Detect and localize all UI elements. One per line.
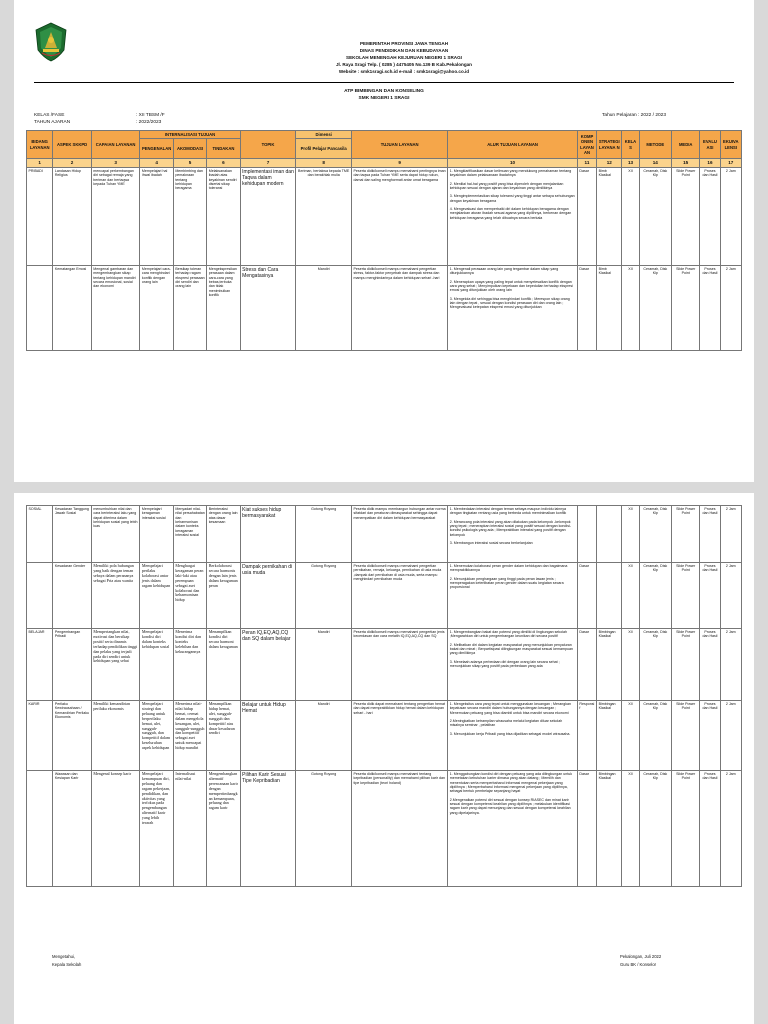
cell-ekuivalensi: 2 Jam — [720, 506, 741, 563]
cell-profil: Mandiri — [296, 629, 352, 701]
cell-alur — [448, 701, 578, 771]
col-number: 4 — [140, 159, 173, 168]
alur-step: 1. Mengeksitus cara yang tepat untuk menggunakan keuangan ; Merangkan kepatusan secara mandiri dalam hubungannya dengan keuangan ; Menemukan peluang yang bisa diambil untuk bisa mandiri secara ekonomi — [449, 702, 571, 715]
cell-topik: Peran IQ,EQ,AQ,CQ dan SQ dalam belajar — [240, 629, 296, 701]
alur-step: 2.Mengenalkan potensi diri sesuai dengan konsep RIASEC dan minat karir sesuai dengan kompetensi keahlian yang dipilihnya ; melakukan identifikasi ragam karir yang dapat menunjang dan sesuai dengan kompetensi keahlian yang dipelajarinya. — [449, 797, 571, 815]
cell-alur — [448, 771, 578, 887]
cell-aspek: Landasan Hidup Religius — [53, 168, 91, 266]
th-ekuivalensi: EKUIVA LENSI — [720, 131, 741, 159]
table-row — [27, 506, 742, 563]
cell-topik: Pilihan Karir Sesuai Tipe Kepribadian — [240, 771, 296, 887]
table-row — [27, 168, 742, 266]
cell-evaluasi: Proses dan Hasil — [700, 629, 720, 701]
th-kelas: KELAS — [622, 131, 639, 159]
cell-strategi — [597, 563, 622, 629]
mengetahui-label: Mengetahui, — [52, 954, 76, 959]
kop-line-5: Website : smk1sragi.sch.id e-mail : smk1sragi@yahoo.co.id — [338, 69, 470, 75]
cell-tindakan: Menampilkan hidup hemat, ulet, sungguh-sungguh dan kompetitif atas dasar kesadaran sendiri — [207, 701, 240, 771]
cell-profil: Gotong Royong — [296, 563, 352, 629]
cell-ekuivalensi: 2 Jam — [720, 701, 741, 771]
cell-strategi: Bimbingan Klasikal — [597, 701, 622, 771]
cell-kelas: XII — [622, 563, 639, 629]
cell-komponen: Dasar — [577, 563, 596, 629]
cell-aspek: Wawasan dan Kesiapan Karir — [53, 771, 91, 887]
cell-tujuan: Peserta didik/konseli mampu memahami tentang kepribadian (personality) dan memahami pilihan karir dan tipe kepribadian (teori holand) — [352, 771, 448, 887]
col-number: 10 — [448, 159, 578, 168]
cell-metode: Ceramah, Disk Klp — [639, 266, 671, 351]
cell-profil: Gotong Royong — [296, 506, 352, 563]
cell-akomodasi: Membimbing dan pemaknaan tentang kehidupan beragama — [173, 168, 206, 266]
kop-line-4: Jl. Raya Sragi Telp. ( 0285 ) 4475405 No.139 B Kab.Pekalongan — [335, 62, 472, 68]
alur-step: 2. Menunjukkan penghargaan yang tinggi pada peran lawan jenis ; memperagakan keterlibatan peran gender dalam suatu kegiatan secara proporsional — [449, 576, 564, 590]
cell-capaian: Memiliki kemandirian perilaku ekonomis — [91, 701, 140, 771]
cell-topik: Kiat sukses hidup bermasyarakat — [240, 506, 296, 563]
col-number: 11 — [577, 159, 596, 168]
cell-tindakan: Berinteraksi dengan orang lain atas dasar kesamaan — [207, 506, 240, 563]
cell-alur — [448, 563, 578, 629]
th-komponen: KOMP ONEN LAYAN AN — [577, 131, 596, 159]
page-2 — [14, 493, 754, 1024]
konselor-label: Guru BK / Konselor — [620, 961, 657, 967]
th-tujuan: TUJUAN LAYANAN — [352, 131, 448, 159]
alur-step: 1. Mengenali perasaan orang lain yang tergambar dalam sikap yang ditunjukkannya — [449, 267, 559, 276]
kop-line-2: DINAS PENDIDIKAN DAN KEBUDAYAAN — [359, 48, 449, 54]
cell-profil: Beriman, bertakwa kepada TME dan berakhlak mulia — [296, 168, 352, 266]
alur-step: 2. Merancang pola interaksi yang akan dilakukan pada kelompok -kelompok yang tepat ; menerapkan interaksi sosial yang positif sesuai dengan kondisi-kondisi psikologis yang ada ; Mempraktikan interaksi yang positif dengan kelompok — [449, 519, 571, 537]
cell-metode: Ceramah, Disk Klp — [639, 771, 671, 887]
col-number: 12 — [597, 159, 622, 168]
cell-komponen — [577, 506, 596, 563]
cell-media: Slide Power Point — [672, 771, 700, 887]
cell-aspek: Kesadaran Gender — [53, 563, 91, 629]
cell-kelas: XII — [622, 506, 639, 563]
cell-capaian: mencapai perkembangan diri sebagai remaja yang beriman dan bertaqwa kepada Tuhan YME — [91, 168, 140, 266]
col-number: 5 — [173, 159, 206, 168]
cell-capaian: Mengenal konsep karir — [91, 771, 140, 887]
col-number: 16 — [700, 159, 720, 168]
cell-aspek: Kesadaran Tanggung Jawab Sosial — [53, 506, 91, 563]
tahun-value: : 2022/2023 — [136, 120, 162, 125]
th-topik: TOPIK — [240, 131, 296, 159]
cell-akomodasi: Menyadari nilai-nilai persahabatan dan keharmonisan dalam konteks keragaman interaksi sosial — [173, 506, 206, 563]
th-bidang: BIDANG LAYANAN — [27, 131, 53, 159]
cell-strategi: Bimb Klasikal — [597, 266, 622, 351]
cell-pengenalan: Mempelajari keragaman interaksi sosial — [140, 506, 173, 563]
cell-metode: Ceramah, Disk Klp — [639, 506, 671, 563]
table-row — [27, 266, 742, 351]
cell-komponen: Dasar — [577, 771, 596, 887]
alur-step: 3. Mengimplementasikan sikap toleransi yang tinggi antar sebaya sehubungan dengan keyakinan beragama — [449, 194, 575, 203]
cell-ekuivalensi: 2 Jam — [720, 168, 741, 266]
cell-alur — [448, 506, 578, 563]
page-gap — [0, 482, 768, 493]
col-number: 13 — [622, 159, 639, 168]
cell-metode: Ceramah, Disk Klp — [639, 168, 671, 266]
th-capaian: CAPAIAN LAYANAN — [91, 131, 140, 159]
tahun-pelajaran: Tahun Pelajaran : 2022 / 2023 — [602, 113, 667, 118]
cell-evaluasi: Proses dan Hasil — [700, 168, 720, 266]
cell-akomodasi: Menerima kondisi diri dan konteks kelebihan dan kekurangannya — [173, 629, 206, 701]
table-row — [27, 629, 742, 701]
cell-alur — [448, 168, 578, 266]
cell-bidang: KARIR — [27, 701, 53, 771]
cell-alur — [448, 266, 578, 351]
cell-profil: Gotong Royong — [296, 771, 352, 887]
th-internalisasi: INTERNALISASI TUJUAN — [140, 131, 240, 139]
alur-step: 2. Melibatkan diri dalam kegiatan masyarakat yang menunjukkan penyaluran bakat dan minat ; Berpartisipasi dilingkungan masyarakat sesuai kemampuan yang dimilikinya — [449, 642, 573, 656]
alur-step: 3. Menelaah adanya perbedaan diri dengan orang lain secara sehat ; menunjukkan sikap yang positif pada perbedaan yang ada — [449, 659, 560, 668]
col-number: 3 — [91, 159, 140, 168]
letterhead — [14, 16, 754, 86]
col-number: 2 — [53, 159, 91, 168]
cell-topik: Dampak pernikahan di usia muda — [240, 563, 296, 629]
alur-step: 3. Mengelola diri sehingga bisa menghindari konflik ; Merespon sikap orang lain dengan tepat , sesuai dengan kondisi perasaan diri dan orang lain ; Mengevaluasi ketepatan ekspresi emosi yang ditunjukkan — [449, 296, 570, 310]
cell-topik: Implementasi iman dan Taqwa dalam kehidupan modern — [240, 168, 296, 266]
cell-komponen: Dasar — [577, 168, 596, 266]
cell-media: Slide Power Point — [672, 629, 700, 701]
cell-capaian: Mengenal gambaran dan mengembangkan sikap tentang kehidupan mandiri secara emosional, sosial dan ekonomi — [91, 266, 140, 351]
alur-step: 2.Meningkatkan ketrampilan wirausaha melalui kegiatan diluar sekolah misalnya seminar , pelatihan — [449, 718, 563, 728]
cell-tujuan: Peserta didik/konseli mampu memahami pengertian jenis kecerdasan dan cara melatih IQ,EQ,AQ,CQ dan SQ — [352, 629, 448, 701]
th-aspek: ASPEK SKKPD — [53, 131, 91, 159]
cell-kelas: XII — [622, 701, 639, 771]
cell-akomodasi: Internalisasi nilai-nilai — [173, 771, 206, 887]
cell-tindakan: Melaksanakan ibadah atas keyakinan sendiri disertai sikap toleransi — [207, 168, 240, 266]
cell-komponen: Responsif — [577, 701, 596, 771]
cell-bidang — [27, 771, 53, 887]
cell-pengenalan: Mempelajari hal ihwal ibadah — [140, 168, 173, 266]
col-number: 15 — [672, 159, 700, 168]
col-number: 6 — [207, 159, 240, 168]
cell-pengenalan: Mempelajari cara-cara menghindari konflik dengan orang lain — [140, 266, 173, 351]
cell-kelas: XII — [622, 771, 639, 887]
cell-media: Slide Power Point — [672, 563, 700, 629]
alur-step: 1. Menggabungkan kondisi diri dengan peluang yang ada dilingkungan untuk memetakan kebutuhan karier dimasa yang akan datang ; Memilih dan menentukan serta memperbaharui informasi mengenai pekerjaan yang dipilihnya ; Memperbaharui informasi mengenai pekerjaan yang dipilihnya, sebagai bentuk pembelajar sepanjang hayat — [449, 772, 573, 794]
cell-akomodasi: Menghargai keragaman peran laki-laki atau perempuan sebagai aset kolaborasi dan keharmonisan hidup — [173, 563, 206, 629]
col-number: 14 — [639, 159, 671, 168]
cell-metode: Ceramah, Disk Klp — [639, 629, 671, 701]
alur-step: 1. Menemukan kolaborasi peran gender dalam kehidupan dan bagaimana mempraktikkannya — [449, 564, 568, 573]
cell-media: Slide Power Point — [672, 701, 700, 771]
cell-evaluasi: Proses dan Hasil — [700, 701, 720, 771]
cell-kelas: XII — [622, 168, 639, 266]
cell-kelas: XII — [622, 266, 639, 351]
cell-aspek: Perilaku Kewirausahaan / Kemandirian Perilaku Ekonomis — [53, 701, 91, 771]
col-number: 8 — [296, 159, 352, 168]
alur-step: 3. Menunjukkan kerja Pribadi yang bisa dijadikan sebagai model wirausaha. — [449, 731, 571, 736]
cell-tujuan: Peserta didik/konseli mampu memahami pentingnya iman dan taqwa pada Tuhan YME serta dapat hidup rukun, damai dan saling menghormati antar umat beragama — [352, 168, 448, 266]
kepala-sekolah-label: Kepala Sekolah — [52, 961, 82, 967]
col-number: 9 — [352, 159, 448, 168]
table-row — [27, 563, 742, 629]
alur-step: 1. Mengklarifikasikan dasar keilmuan yang mendukung pemahaman tentang keyakinan dalam pelaksanaan ibadahnya — [449, 169, 572, 178]
th-tindakan: TINDAKAN — [207, 139, 240, 159]
cell-media: Slide Power Point — [672, 506, 700, 563]
th-strategi: STRATEGI LAYANA N — [597, 131, 622, 159]
alur-step: 3. Membangun interaksi sosial secara berkelanjutan — [449, 540, 533, 545]
cell-capaian: menumbuhkan nilai dan cara berinteraksi laku yang dapat diterima dalam kehidupan sosial yang lebih luas — [91, 506, 140, 563]
cell-topik: Stress dan Cara Mengatasinya — [240, 266, 296, 351]
cell-ekuivalensi: 2 Jam — [720, 771, 741, 887]
place-date: Pekalongan, Juli 2022 — [620, 954, 662, 959]
table-row — [27, 771, 742, 887]
cell-pengenalan: Mempelajari kondisi diri dalam konteks kehidupan sosial — [140, 629, 173, 701]
cell-evaluasi: Proses dan Hasil — [700, 266, 720, 351]
cell-capaian: Mempertangkan nilai, motivasi dan bersikap positif serta dinamis terhadap pendidikan tinggi dan pelaku yang terjadi pada diri sendiri untuk kehidupan yang sehat — [91, 629, 140, 701]
document-title: ATP BIMBINGAN DAN KONSELING — [344, 89, 424, 94]
col-number: 1 — [27, 159, 53, 168]
cell-evaluasi: Proses dan Hasil — [700, 771, 720, 887]
page-1 — [14, 0, 754, 482]
cell-tujuan: Peserta didik mampu membangun hubungan antar norma sifatdari dan peraturan dimasyarakat sehingga dapat menempatkan diri dalam kehidupan bermasyarakat — [352, 506, 448, 563]
cell-pengenalan: Mempelajari kemampuan diri, peluang dan ragam pekerjaan, pendidikan, dan aktivitas yang terfokus pada pengembangan alternatif karir yang lebih terarah — [140, 771, 173, 887]
kop-line-1: PEMERINTAH PROVINSI JAWA TENGAH — [359, 41, 449, 46]
table-row — [27, 701, 742, 771]
signature-left — [52, 953, 81, 969]
cell-tindakan: Menampilkan kondisi diri secara harmoni dalam keragaman — [207, 629, 240, 701]
cell-ekuivalensi: 2 Jam — [720, 563, 741, 629]
cell-profil: Mandiri — [296, 701, 352, 771]
alur-step: 2. Meniliai hal-hal yang positif yang bisa diperoleh dengan menjalankan kehidupan sesuai dengan ajaran dan keyakinan yang dimilikinya — [449, 181, 564, 190]
cell-bidang: PRIBADI — [27, 168, 53, 266]
kop-line-3: SEKOLAH MENENGAH KEJURUAN NEGERI 1 SRAGI — [346, 55, 462, 61]
cell-akomodasi: Bersikap toleran terhadap ragam ekspresi perasaan diri sendiri dan orang lain — [173, 266, 206, 351]
cell-bidang: SOSIAL — [27, 506, 53, 563]
cell-komponen: Dasar — [577, 266, 596, 351]
cell-metode: Ceramah, Disk Klp — [639, 701, 671, 771]
cell-tujuan: Peserta didik/konseli mampu memahami pengertian stress, faktor-faktor penyebab dan dampak stress dan mampu menghindarinya dalam kehidupan sehari -hari — [352, 266, 448, 351]
th-metode: METODE — [639, 131, 671, 159]
th-pengenalan: PENGENALAN — [140, 139, 173, 159]
kelas-value: : XII TBSM /F — [136, 113, 165, 118]
cell-capaian: Memiliki pola hubungan yang baik dengan teman sebaya dalam perananya sebagai Pria atau wanita — [91, 563, 140, 629]
province-logo-icon — [34, 22, 68, 62]
th-dimensi: Dimensi — [296, 131, 352, 139]
cell-aspek: Kematangan Emosi — [53, 266, 91, 351]
cell-profil: Mandiri — [296, 266, 352, 351]
school-name: SMK NEGERI 1 SRAGI — [358, 96, 410, 101]
th-akomodasi: AKOMODASI — [173, 139, 206, 159]
atp-table-page-2 — [26, 505, 742, 887]
cell-tujuan: Peserta didik/konseli mampu memahami pengertian pernikahan, remaja, keluarga, pernikahan di usia muda ,dampak dari pernikahan di usia muda, serta mampu menghindari pernikahan muda — [352, 563, 448, 629]
cell-aspek: Pengembangan Pribadi — [53, 629, 91, 701]
cell-bidang — [27, 563, 53, 629]
cell-bidang — [27, 266, 53, 351]
col-number: 17 — [720, 159, 741, 168]
alur-step: 1. Membedakan interaksi dengan teman sebaya maupun individu lainnya dengan tingkatan rentang usia yang berbeda untuk meminimalkan konflik — [449, 507, 567, 516]
cell-evaluasi: Proses dan Hasil — [700, 506, 720, 563]
cell-tindakan: Mengembangkan alternatif perencanaan karir dengan mempertimbangkan kemampuan, peluang dan ragam karir — [207, 771, 240, 887]
tahun-label: TAHUN AJARAN — [34, 120, 71, 125]
atp-table-page-1 — [26, 130, 742, 351]
cell-media: Slide Power Point — [672, 168, 700, 266]
cell-akomodasi: Menerima nilai-nilai hidup hemat, cermat dalam mengelola keuangan, ulet, sungguh-sungguh dan kompetitif sebagai aset untuk mencapai hidup mandiri — [173, 701, 206, 771]
signature-right — [620, 953, 661, 969]
cell-evaluasi: Proses dan Hasil — [700, 563, 720, 629]
cell-strategi: Bimbingan Klasikal — [597, 771, 622, 887]
th-profil: Profil Pelajar Pancasila — [296, 139, 352, 159]
cell-topik: Belajar untuk Hidup Hemat — [240, 701, 296, 771]
cell-alur — [448, 629, 578, 701]
alur-step: 1. Mengembangkan bakat dan potensi yang dimiliki di lingkungan sekolah ;Mengarahkan diri untuk pengembangan keunikan diri secara positif — [449, 630, 567, 639]
table-body-page-2 — [27, 506, 742, 887]
cell-tindakan: Berkolaborasi secara harmonis dengan lain jenis dalam keragaman peran — [207, 563, 240, 629]
th-evaluasi: EVALU ASI — [700, 131, 720, 159]
alur-step: 4. Mengevaluasi dan memperbaiki diri dalam kehidupan beragama dengan menjalankan aturan ibadah sesuai agama yang dipilihnya, berkenan dengan kehidupan beragama yang telah dibuatnya secara berkala — [449, 206, 572, 220]
cell-strategi: Bimb Klasikal — [597, 168, 622, 266]
cell-pengenalan: Mempelajari strategi dan peluang untuk berperilaku hemat, ulet, sungguh-sungguh, dan kompetitif dalam keseluruhan aspek kehidupan — [140, 701, 173, 771]
cell-ekuivalensi: 2 Jam — [720, 629, 741, 701]
cell-strategi — [597, 506, 622, 563]
cell-ekuivalensi: 2 Jam — [720, 266, 741, 351]
letterhead-divider — [34, 82, 734, 83]
cell-pengenalan: Mempelajari perilaku kolaborasi antar jenis dalam ragam kehidupan — [140, 563, 173, 629]
th-media: MEDIA — [672, 131, 700, 159]
cell-komponen: Dasar — [577, 629, 596, 701]
table-body-page-1 — [27, 168, 742, 351]
th-alur: ALUR TUJUAN LAYANAN — [448, 131, 578, 159]
col-number: 7 — [240, 159, 296, 168]
alur-step: 2. Menerapkan upaya yang paling tepat untuk menyelesaikan konflik dengan cara yang sehat ; Menyimpulkan kepekaan dan kepedulian terhadap ekspresi emosi yang ditunjukkan oleh orang lain — [449, 279, 573, 293]
cell-tujuan: Peserta didik dapat memahami tentang pengertian hemat dan dapat mempraktikkan hidup hemat dalam kehidupan sehari - hari — [352, 701, 448, 771]
cell-kelas: XII — [622, 629, 639, 701]
cell-metode: Ceramah, Disk Klp — [639, 563, 671, 629]
cell-tindakan: Mengekspresikan perasaan dalam cara-cara yang bebas,terbuka dan tidak menimbulkan konflik — [207, 266, 240, 351]
cell-bidang: BELAJAR — [27, 629, 53, 701]
cell-strategi: Bimbingan Klasikal — [597, 629, 622, 701]
cell-media: Slide Power Point — [672, 266, 700, 351]
kelas-label: KELAS /FASE — [34, 113, 65, 118]
